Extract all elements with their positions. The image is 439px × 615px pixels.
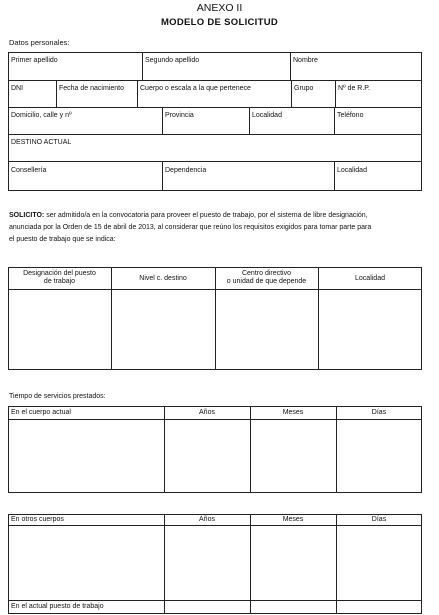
meses-input[interactable] [251,420,335,492]
row-divider [8,161,422,162]
segundo-apellido-field[interactable]: Segundo apellido [145,57,200,64]
localidad-field[interactable]: Localidad [252,112,282,119]
primer-apellido-field[interactable]: Primer apellido [11,57,58,64]
centro-input-cell[interactable] [216,290,317,369]
solicito-lead: SOLICITO: [9,212,45,219]
meses-input[interactable] [251,526,335,599]
fecha-nacimiento-field[interactable]: Fecha de nacimiento [59,85,124,92]
meses-header: Meses [282,409,304,416]
nivel-input-cell[interactable] [112,290,214,369]
annex-title: ANEXO II [196,2,243,14]
cuerpo-actual-label: En el cuerpo actual [11,409,71,416]
localidad-destino-field[interactable]: Localidad [337,167,367,174]
row-divider [8,80,422,81]
nrp-field[interactable]: Nº de R.P. [338,85,370,92]
form-title: MODELO DE SOLICITUD [160,17,279,28]
row-divider [8,107,422,108]
solicito-line-1: ser admitido/a en la convocatoria para proveer el puesto de trabajo, por el sistema de libre designación, [44,212,368,219]
col-header-designacion: Designación del puesto de trabajo [23,270,96,285]
col-header-nivel: Nivel c. destino [139,275,187,282]
col-header-centro: Centro directivo o unidad de que depende [226,270,307,285]
dias-header: Días [371,409,387,416]
cell-divider [162,161,163,191]
solicito-line-3: el puesto de trabajo que se indica: [9,236,116,243]
conselleria-field[interactable]: Consellería [11,167,47,174]
personal-section-label: Datos personales: [9,38,70,47]
servicios-section-label: Tiempo de servicios prestados: [9,393,106,400]
cell-divider [334,161,335,191]
dni-field[interactable]: DNI [11,85,24,92]
nombre-field[interactable]: Nombre [293,57,318,64]
provincia-field[interactable]: Provincia [165,112,194,119]
anos-header: Años [199,409,215,416]
solicito-paragraph [9,210,429,246]
anos-input[interactable] [165,420,249,492]
dias-input[interactable] [337,526,421,599]
telefono-field[interactable]: Teléfono [337,112,364,119]
anos-header: Años [199,516,215,523]
cuerpo-actual-input[interactable] [9,420,163,492]
meses-header: Meses [282,516,304,523]
otros-cuerpos-label: En otros cuerpos [11,516,64,523]
row-divider [8,600,422,601]
dias-header: Días [371,516,387,523]
col-header-localidad: Localidad [355,275,385,282]
otros-cuerpos-input[interactable] [9,526,163,599]
puesto-actual-label[interactable]: En el actual puesto de trabajo [11,603,104,610]
destino-actual-heading: DESTINO ACTUAL [11,139,72,146]
designacion-input-cell[interactable] [9,290,110,369]
localidad-input-cell[interactable] [319,290,421,369]
row-divider [8,134,422,135]
dias-input[interactable] [337,420,421,492]
solicito-line-2: anunciada por la Orden de 15 de abril de 2013, al considerar que reúno los requisitos exigidos para tomar parte para [9,224,372,231]
grupo-field[interactable]: Grupo [294,85,314,92]
cuerpo-field[interactable]: Cuerpo o escala a la que pertenece [140,85,251,92]
anos-input[interactable] [165,526,249,599]
dependencia-field[interactable]: Dependencia [165,167,207,174]
domicilio-field[interactable]: Domicilio, calle y nº [11,112,72,119]
